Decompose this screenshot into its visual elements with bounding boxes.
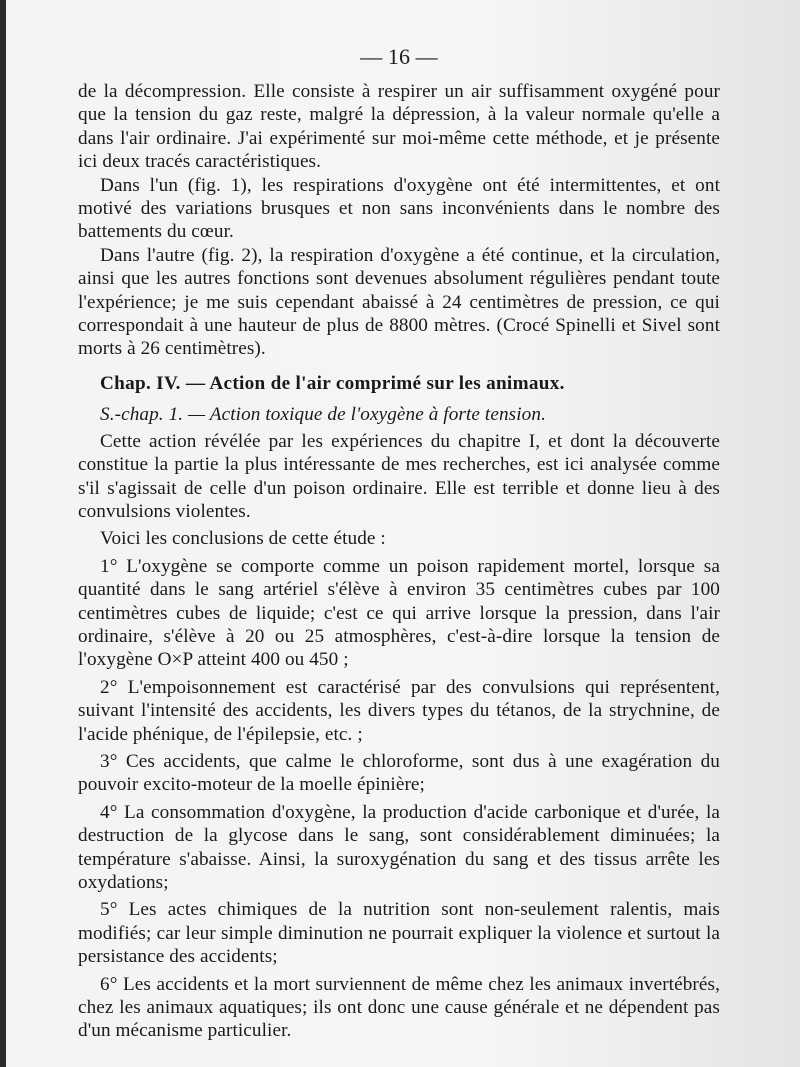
subchapter-heading: S.-chap. 1. — Action toxique de l'oxygène à forte tension. bbox=[100, 404, 546, 426]
paragraph-toxic-action: Cette action révélée par les expériences du chapitre I, et dont la découverte constitue la partie la plus intéressante de mes recherches, est ici analysée comme s'il s'agissait de celle d'un poison ordinaire. Elle est terrible et donne lieu à des convulsions violentes. bbox=[78, 430, 720, 522]
conclusion-item: 1° L'oxygène se comporte comme un poison rapidement mortel, lorsque sa quantité dans le sang artériel s'élève à environ 35 centimètres cubes par 100 centimètres cubes de liquide; c'est ce qui arrive lorsque la pression, dans l'air ordinaire, s'élève à 20 ou 25 atmosphères, c'est-à-dire lorsque la tension de l'oxygène O×P atteint 400 ou 450 ; bbox=[78, 555, 720, 671]
conclusion-item: 4° La consommation d'oxygène, la production d'acide carbonique et d'urée, la destruction de la glycose dans le sang, sont considérablement diminuées; la température s'abaisse. Ainsi, la suroxygénation du sang et des tissus arrête les oxydations; bbox=[78, 801, 720, 893]
page-text bbox=[78, 44, 720, 1043]
conclusion-item: 6° Les accidents et la mort surviennent de même chez les animaux invertébrés, chez les animaux aquatiques; ils ont donc une cause générale et ne dépendent pas d'un mécanisme particulier. bbox=[78, 973, 720, 1042]
paragraph-fig-1: Dans l'un (fig. 1), les respirations d'oxygène ont été intermittentes, et ont motivé des variations brusques et non sans inconvénients dans le nombre des battements du cœur. bbox=[78, 174, 720, 243]
paragraph-conclusions-intro: Voici les conclusions de cette étude : bbox=[100, 528, 386, 550]
paragraph-fig-2: Dans l'autre (fig. 2), la respiration d'oxygène a été continue, et la circulation, ainsi que les autres fonctions sont devenues absolument régulières pendant toute l'expérience; je me suis cependant abaissé à 24 centimètres de pression, ce qui correspondait à une hauteur de plus de 8800 mètres. (Crocé Spinelli et Sivel sont morts à 26 centimètres). bbox=[78, 244, 720, 360]
paragraph-decompression: de la décompression. Elle consiste à respirer un air suffisamment oxygéné pour que la tension du gaz reste, malgré la dépression, à la valeur normale qu'elle a dans l'air ordinaire. J'ai expérimenté sur moi-même cette méthode, et je présente ici deux tracés caractéristiques. bbox=[78, 81, 720, 173]
conclusion-item: 2° L'empoisonnement est caractérisé par des convulsions qui représentent, suivant l'intensité des accidents, les divers types du tétanos, de la strychnine, de l'acide phénique, de l'épilepsie, etc. ; bbox=[78, 676, 720, 745]
conclusion-item: 5° Les actes chimiques de la nutrition sont non-seulement ralentis, mais modifiés; car leur simple diminution ne pourrait expliquer la violence et surtout la persistance des accidents; bbox=[78, 899, 720, 968]
chapter-heading: Chap. IV. — Action de l'air comprimé sur les animaux. bbox=[100, 372, 565, 394]
conclusion-item: 3° Ces accidents, que calme le chloroforme, sont dus à une exagération du pouvoir excito-moteur de la moelle épinière; bbox=[78, 750, 720, 796]
page-number: — 16 — bbox=[360, 44, 438, 69]
